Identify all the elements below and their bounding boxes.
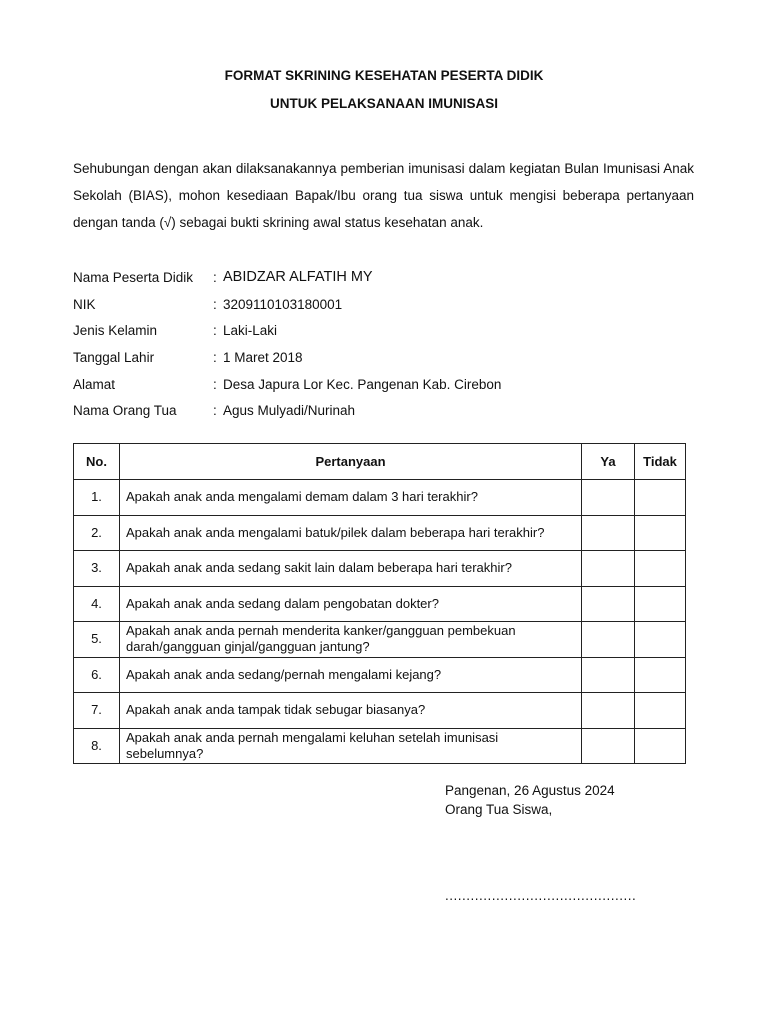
table-header-row <box>74 444 686 480</box>
signature-role: Orang Tua Siswa, <box>445 802 553 817</box>
yes-answer-cell[interactable] <box>582 551 635 587</box>
yes-answer-cell[interactable] <box>582 728 635 764</box>
table-row <box>74 728 686 764</box>
field-row-gender <box>73 317 693 344</box>
intro-paragraph: Sehubungan dengan akan dilaksanakannya pemberian imunisasi dalam kegiatan Bulan Imunisasi Anak Sekolah (BIAS), mohon kesediaan Bapak/Ibu orang tua siswa untuk mengisi beberapa pertanyaan dengan tanda (√) sebagai bukti skrining awal status kesehatan anak. <box>73 161 694 230</box>
field-row-name <box>73 264 693 291</box>
yes-answer-cell[interactable] <box>582 480 635 516</box>
column-header-no: No. <box>74 444 120 480</box>
signature-place-date: Pangenan, 26 Agustus 2024 <box>445 783 615 798</box>
no-answer-cell[interactable] <box>635 657 686 693</box>
no-answer-cell[interactable] <box>635 551 686 587</box>
table-row <box>74 586 686 622</box>
row-question: Apakah anak anda pernah menderita kanker/gangguan pembekuan darah/gangguan ginjal/gangguan jantung? <box>120 622 582 658</box>
field-label: Jenis Kelamin <box>73 323 158 339</box>
address-value: Desa Japura Lor Kec. Pangenan Kab. Cirebon <box>223 376 502 392</box>
table-row <box>74 480 686 516</box>
table-row <box>74 515 686 551</box>
field-colon: : <box>213 269 217 285</box>
row-question: Apakah anak anda mengalami demam dalam 3 hari terakhir? <box>120 480 582 516</box>
row-number: 6. <box>74 657 120 693</box>
parent-name-value: Agus Mulyadi/Nurinah <box>223 403 356 419</box>
no-answer-cell[interactable] <box>635 515 686 551</box>
field-row-parent <box>73 397 693 424</box>
nik-value: 3209110103180001 <box>223 296 343 312</box>
table-row <box>74 693 686 729</box>
row-number: 3. <box>74 551 120 587</box>
field-label: Tanggal Lahir <box>73 349 155 365</box>
no-answer-cell[interactable] <box>635 728 686 764</box>
row-number: 5. <box>74 622 120 658</box>
document-subtitle: UNTUK PELAKSANAAN IMUNISASI <box>269 96 498 111</box>
field-label: Nama Orang Tua <box>73 403 177 419</box>
yes-answer-cell[interactable] <box>582 693 635 729</box>
signature-block <box>445 781 615 819</box>
table-row <box>74 551 686 587</box>
student-name-value: ABIDZAR ALFATIH MY <box>223 269 373 286</box>
row-question: Apakah anak anda tampak tidak sebugar biasanya? <box>120 693 582 729</box>
row-question: Apakah anak anda mengalami batuk/pilek dalam beberapa hari terakhir? <box>120 515 582 551</box>
field-colon: : <box>213 376 217 392</box>
row-question: Apakah anak anda sedang/pernah mengalami kejang? <box>120 657 582 693</box>
screening-table <box>73 443 686 764</box>
row-number: 1. <box>74 480 120 516</box>
yes-answer-cell[interactable] <box>582 586 635 622</box>
row-number: 4. <box>74 586 120 622</box>
no-answer-cell[interactable] <box>635 586 686 622</box>
no-answer-cell[interactable] <box>635 622 686 658</box>
row-number: 8. <box>74 728 120 764</box>
row-question: Apakah anak anda pernah mengalami keluhan setelah imunisasi sebelumnya? <box>120 728 582 764</box>
field-row-birthdate <box>73 344 693 371</box>
gender-value: Laki-Laki <box>223 323 278 339</box>
field-label: Alamat <box>73 376 116 392</box>
field-label: NIK <box>73 296 96 312</box>
row-number: 7. <box>74 693 120 729</box>
signature-line[interactable]: ............................................. <box>445 888 637 903</box>
field-colon: : <box>213 323 217 339</box>
field-colon: : <box>213 296 217 312</box>
row-number: 2. <box>74 515 120 551</box>
yes-answer-cell[interactable] <box>582 657 635 693</box>
student-identity <box>73 264 693 424</box>
birthdate-value: 1 Maret 2018 <box>223 349 303 365</box>
field-row-address <box>73 371 693 398</box>
column-header-yes: Ya <box>582 444 635 480</box>
row-question: Apakah anak anda sedang sakit lain dalam beberapa hari terakhir? <box>120 551 582 587</box>
no-answer-cell[interactable] <box>635 693 686 729</box>
yes-answer-cell[interactable] <box>582 622 635 658</box>
column-header-no-answer: Tidak <box>635 444 686 480</box>
table-row <box>74 657 686 693</box>
table-row <box>74 622 686 658</box>
field-colon: : <box>213 403 217 419</box>
field-colon: : <box>213 349 217 365</box>
no-answer-cell[interactable] <box>635 480 686 516</box>
document-title: FORMAT SKRINING KESEHATAN PESERTA DIDIK <box>224 68 544 83</box>
column-header-question: Pertanyaan <box>120 444 582 480</box>
yes-answer-cell[interactable] <box>582 515 635 551</box>
field-label: Nama Peserta Didik <box>73 269 194 285</box>
field-row-nik <box>73 291 693 318</box>
row-question: Apakah anak anda sedang dalam pengobatan dokter? <box>120 586 582 622</box>
